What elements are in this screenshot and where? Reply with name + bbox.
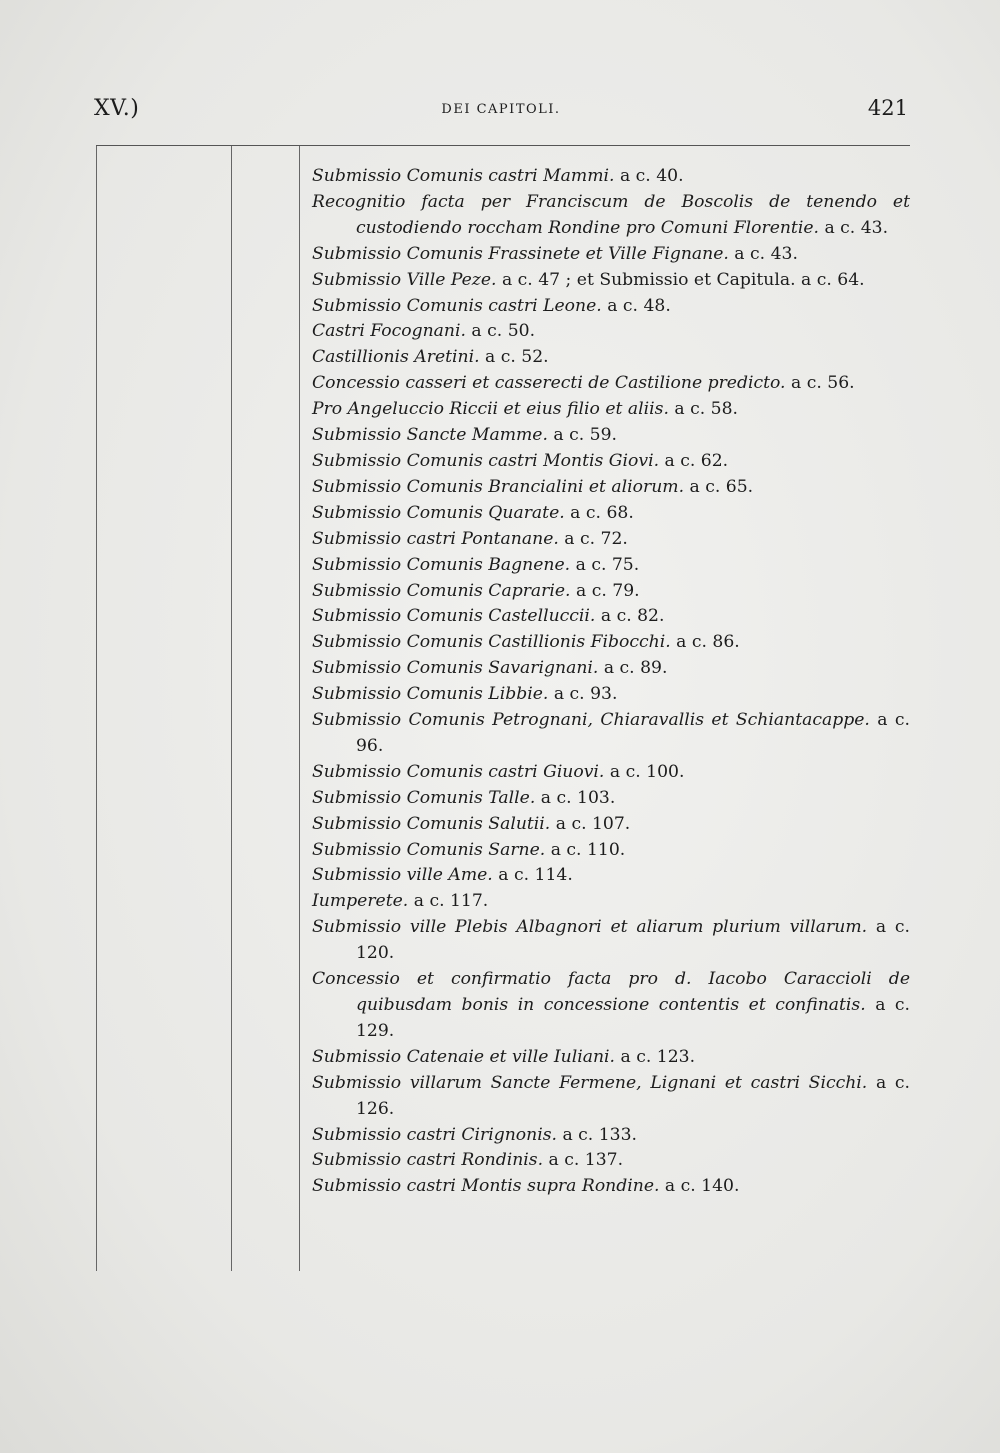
entry-text: Submissio Sancte Mamme. [312,425,548,446]
entry-reference: a c. 133. [557,1124,637,1145]
entry-reference: a c. 79. [570,580,640,601]
entry-text: Submissio ville Ame. [312,865,493,886]
entry-reference: a c. 56. [785,373,855,394]
entry-text: Submissio Ville Peze. [312,269,497,290]
index-entry [312,604,910,630]
entry-reference: a c. 96. [356,710,910,756]
entry-text: Concessio et confirmatio facta pro d. Iacobo Caraccioli de quibusdam bonis in concessione contentis et confinatis. [312,969,910,1015]
index-entry [312,812,910,838]
entry-reference: a c. 93. [548,684,618,705]
entry-text: Submissio castri Pontanane. [312,528,559,549]
index-entries [312,164,910,1200]
entry-text: Submissio Comunis castri Leone. [312,295,602,316]
entry-reference: a c. 117. [408,891,489,912]
index-entry [312,915,910,967]
entry-reference: a c. 129. [356,995,910,1041]
entry-reference: a c. 62. [659,450,729,471]
entry-reference: a c. 114. [492,865,573,886]
index-entry [312,1148,910,1174]
index-entry [312,268,910,294]
entry-reference: a c. 43. [818,217,889,238]
index-entry [312,682,910,708]
index-entry [312,190,910,242]
entry-text: Submissio Comunis castri Mammi. [312,166,615,186]
column-rule-right [299,146,300,1271]
entry-reference: a c. 86. [670,632,740,653]
entry-text: Submissio Comunis castri Giuovi. [312,761,605,782]
entry-text: Submissio castri Rondinis. [312,1150,544,1171]
entry-text: Submissio ville Plebis Albagnori et aliarum plurium villarum. [312,917,868,938]
entry-reference: a c. 52. [479,347,549,368]
entry-reference: a c. 82. [595,606,665,627]
entry-text: Concessio casseri et casserecti de Castilione predicto. [312,373,786,394]
index-entry [312,527,910,553]
entry-reference: a c. 100. [604,761,685,782]
index-entry [312,863,910,889]
index-entry [312,501,910,527]
entry-reference: a c. 123. [615,1046,696,1067]
index-entry [312,449,910,475]
column-rule-left [96,146,97,1271]
entry-text: Submissio Comunis Bagnene. [312,554,571,575]
chapter-number: XV.) [94,96,140,121]
entry-reference: a c. 120. [356,917,910,964]
entry-reference: a c. 48. [601,295,671,316]
index-entry [312,553,910,579]
entry-reference: a c. 40. [614,166,684,186]
entry-reference: a c. 68. [564,502,634,523]
index-entry [312,294,910,320]
entry-reference: a c. 140. [659,1176,740,1197]
index-entry [312,1123,910,1149]
entry-reference: a c. 58. [668,399,738,420]
index-entry [312,630,910,656]
index-entry [312,164,910,190]
entry-reference: a c. 89. [598,658,668,679]
entry-reference: a c. 43. [728,243,798,264]
entry-text: Submissio Comunis Castillionis Fibocchi. [312,632,671,653]
entry-text: Iumperete. [312,891,409,912]
index-entry [312,786,910,812]
index-entry [312,889,910,915]
index-entry [312,475,910,501]
index-entry [312,423,910,449]
index-entry [312,838,910,864]
entry-text: Submissio Comunis Castelluccii. [312,606,596,627]
index-entry [312,579,910,605]
running-head [94,96,908,126]
entry-text: Recognitio facta per Franciscum de Boscolis de tenendo et custodiendo roccham Rondine pro Comuni Florentie. [312,191,910,238]
entry-reference: a c. 137. [543,1150,624,1171]
table-top-rule [96,145,910,146]
entry-text: Submissio castri Cirignonis. [312,1124,557,1145]
column-rule-middle [231,146,232,1271]
entry-reference: a c. 59. [547,425,617,446]
entry-text: Submissio Comunis Sarne. [312,839,546,860]
entry-text: Submissio Comunis Petrognani, Chiaravallis et Schiantacappe. [312,710,870,731]
index-entry [312,371,910,397]
entry-text: Submissio Comunis Talle. [312,787,536,808]
entry-text: Pro Angeluccio Riccii et eius filio et aliis. [312,399,669,420]
entry-text: Submissio Comunis Quarate. [312,502,565,523]
entry-reference: a c. 50. [465,321,536,342]
index-entry [312,1174,910,1200]
index-entry [312,345,910,371]
entry-reference: a c. 75. [570,554,640,575]
entry-text: Submissio Comunis Libbie. [312,684,549,705]
entry-text: Submissio villarum Sancte Fermene, Lignani et castri Sicchi. [312,1072,868,1093]
entry-text: Castri Focognani. [312,321,466,342]
entry-text: Submissio Comunis Savarignani. [312,658,599,679]
index-entry [312,242,910,268]
entry-reference: a c. 103. [535,787,616,808]
index-entry [312,760,910,786]
entry-text: Submissio Comunis Salutii. [312,813,551,834]
entry-text: Submissio Comunis castri Montis Giovi. [312,450,660,471]
entry-text: Castillionis Aretini. [312,347,480,368]
entry-reference: a c. 47 ; et Submissio et Capitula. a c. 64. [496,269,865,290]
index-entry [312,708,910,760]
entry-reference: a c. 65. [684,476,754,497]
entry-text: Submissio Catenaie et ville Iuliani. [312,1046,616,1067]
entry-text: Submissio castri Montis supra Rondine. [312,1176,660,1197]
entry-reference: a c. 110. [545,839,626,860]
entry-text: Submissio Comunis Frassinete et Ville Fignane. [312,243,729,264]
entry-reference: a c. 126. [356,1072,910,1119]
running-title: DEI CAPITOLI. [441,102,561,117]
entry-text: Submissio Comunis Caprarie. [312,580,571,601]
index-entry [312,1045,910,1071]
entry-reference: a c. 72. [558,528,628,549]
page-number: 421 [867,96,908,120]
entry-text: Submissio Comunis Brancialini et aliorum. [312,476,685,497]
entry-reference: a c. 107. [550,813,631,834]
index-entry [312,656,910,682]
index-entry [312,1071,910,1123]
index-entry [312,319,910,345]
index-entry [312,397,910,423]
index-entry [312,967,910,1045]
